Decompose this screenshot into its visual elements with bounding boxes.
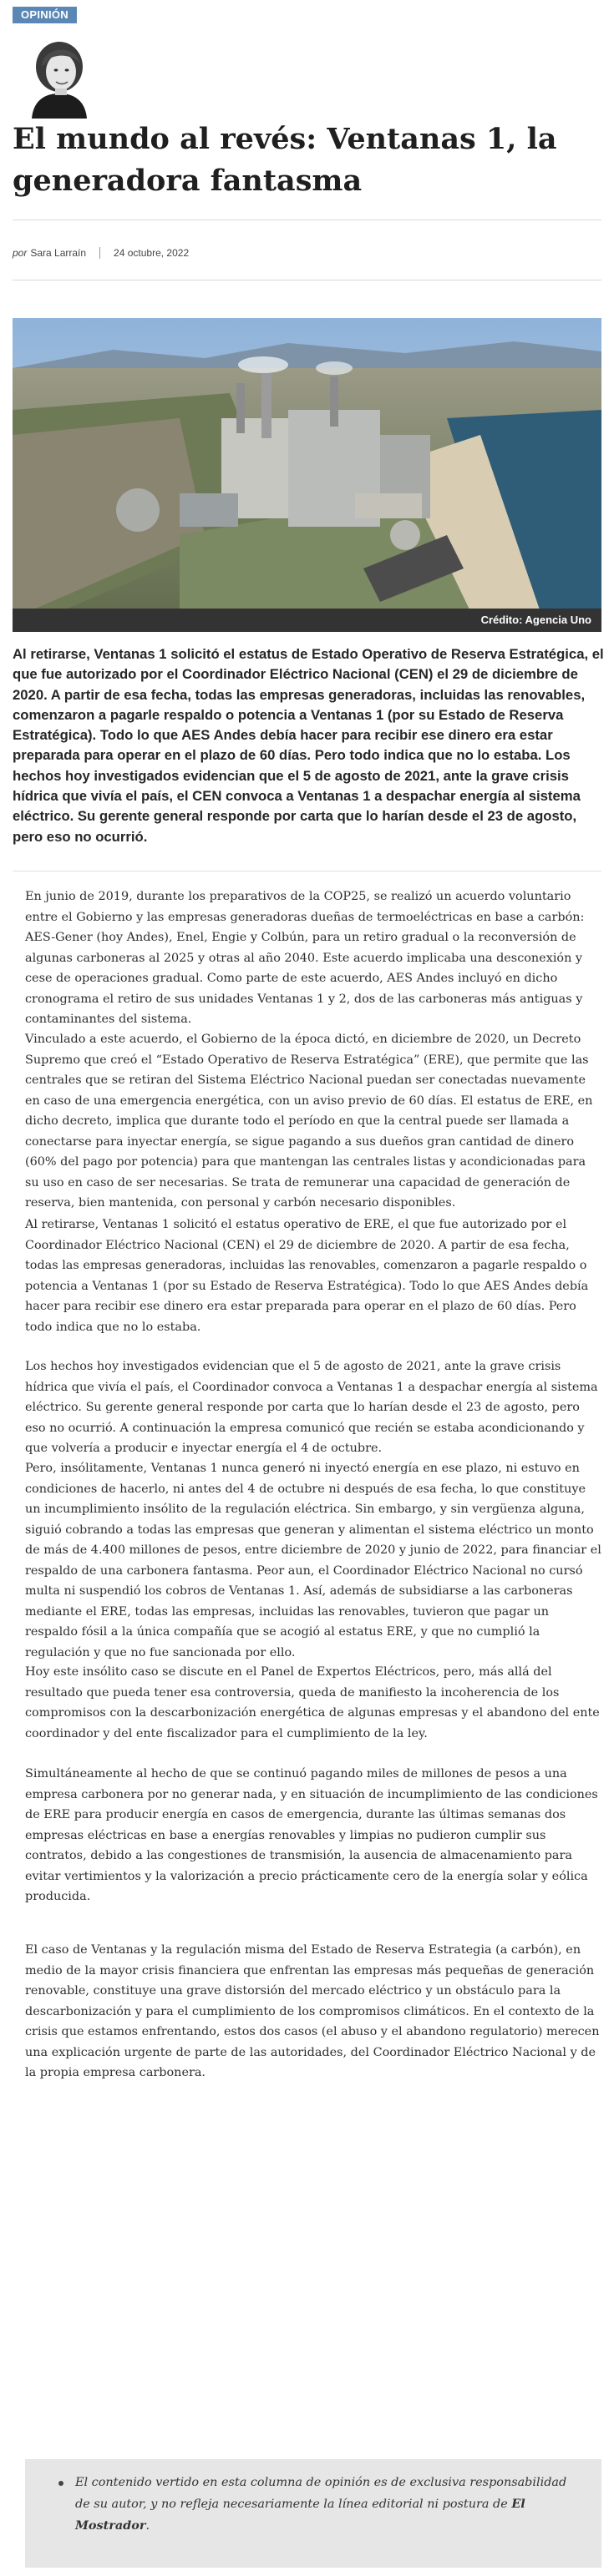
disclaimer-outlet-link[interactable]: El Mostrador [75,2497,525,2533]
section-badge[interactable]: OPINIÓN [13,7,77,23]
hero-image[interactable] [13,318,601,632]
body-paragraph-7: Simultáneamente al hecho de que se continuó pagando miles de millones de pesos a una empresa carbonera por no generar nada, y en situación de incumplimiento de las condiciones de ERE para producir energía en casos de emergencia, durante las últimas semanas dos empresas eléctricas en base a energías renovables y limpias no pudieron cumplir sus contratos, debido a las congestiones de transmisión, la ausencia de almacenamiento para evitar vertimientos y la valorización a precio prácticamente cero de la energía solar y eólica producida. [25,1767,598,1903]
article-lead: Al retirarse, Ventanas 1 solicitó el estatus de Estado Operativo de Reserva Estratégica, el que fue autorizado por el Coordinador Eléctrico Nacional (CEN) el 29 de diciembre de 2020. A partir de esa fecha, todas las empresas generadoras, incluidas las renovables, comenzaron a pagarle respaldo o potencia a Ventanas 1 (por su Estado de Reserva Estratégica). Todo lo que AES Andes debía hacer para recibir ese dinero era estar preparada para operar en el plazo de 60 días. Pero todo indica que no lo estaba. Los hechos hoy investigados evidencian que el 5 de agosto de 2021, ante la grave crisis hídrica que vivía el país, el CEN convoca a Ventanas 1 a despachar energía al sistema eléctrico. Su gerente general responde por carta que lo harían desde el 23 de agosto, pero eso no ocurrió. [13,646,604,845]
disclaimer-body: El contenido vertido en esta columna de opinión es de exclusiva responsabilidad de su autor, y no refleja necesariamente la línea editorial ni postura de [75,2476,567,2511]
disclaimer-text [75,2472,581,2537]
article-title: El mundo al revés: Ventanas 1, la generadora fantasma [13,122,557,198]
body-paragraph-6: Hoy este insólito caso se discute en el Panel de Expertos Eléctricos, pero, más allá del resultado que pueda tener esa controversia, queda de manifiesto la incoherencia de los compromisos con la descarbonización energética de algunas empresas y el abandono del ente coordinador y del ente fiscalizador para el cumplimiento de la ley. [25,1665,600,1740]
byline-prefix: por [13,247,28,259]
opinion-disclaimer [25,2459,601,2568]
body-paragraph-8: El caso de Ventanas y la regulación misma del Estado de Reserva Estrategia (a carbón), en medio de la mayor crisis financiera que enfrentan las empresas más pequeñas de generación renovable, constituye una grave distorsión del mercado eléctrico y un obstáculo para la descarbonización y para el cumplimiento de los compromisos climáticos. En el contexto de la crisis que estamos enfrentando, estos dos casos (el abuso y el abandono regulatorio) merecen una explicación urgente de parte de las autoridades, del Coordinador Eléctrico Nacional y de la propia empresa carbonera. [25,1943,600,2079]
disclaimer-end: . [145,2519,150,2533]
author-avatar[interactable] [25,33,94,119]
photo-credit: Crédito: Agencia Uno [13,609,601,632]
body-paragraph-1: En junio de 2019, durante los preparativos de la COP25, se realizó un acuerdo voluntario entre el Gobierno y las empresas generadoras dueñas de termoeléctricas en base a carbón: AES-Gener (hoy Andes), Enel, Engie y Colbún, para un retiro gradual o la reconversión de algunas carboneras al 2025 y otras al año 2040. Este acuerdo implicaba una desconexión y cese de operaciones gradual. Como parte de este acuerdo, AES Andes incluyó en dicho cronograma el retiro de sus unidades Ventanas 1 y 2, dos de las carboneras más antiguas y contaminantes del sistema. [25,890,585,1026]
bullet-dot [58,2481,63,2486]
publish-date: 24 octubre, 2022 [114,247,190,259]
body-paragraph-4: Los hechos hoy investigados evidencian que el 5 de agosto de 2021, ante la grave crisis hídrica que vivía el país, el Coordinador convoca a Ventanas 1 a despachar energía al sistema eléctrico. Su gerente general responde por carta que lo harían desde el 23 de agosto, pero eso no ocurrió. A continuación la empresa comunicó que recién se estaba acondicionando y que volvería a producir e inyectar energía el 4 de octubre. [25,1360,598,1455]
body-paragraph-3: Al retirarse, Ventanas 1 solicitó el estatus operativo de ERE, el que fue autorizado por el Coordinador Eléctrico Nacional (CEN) el 29 de diciembre de 2020. A partir de esa fecha, todas las empresas generadoras, incluidas las renovables, comenzaron a pagarle respaldo o potencia a Ventanas 1 (por su Estado de Reserva Estratégica). Todo lo que AES Andes debía hacer para recibir ese dinero era estar preparada para operar en el plazo de 60 días. Pero todo indica que no lo estaba. [25,1218,589,1334]
body-paragraph-5: Pero, insólitamente, Ventanas 1 nunca generó ni inyectó energía en ese plazo, ni estuvo en condiciones de hacerlo, ni antes del 4 de octubre ni después de esa fecha, lo que constituye un incumplimiento insólito de la regulación eléctrica. Sin embargo, y sin vergüenza alguna, siguió cobrando a todas las empresas que generan y alimentan el sistema eléctrico un monto de más de 4.400 millones de pesos, entre diciembre de 2020 y junio de 2022, para financiar el respaldo de una carbonera fantasma. Peor aun, el Coordinador Eléctrico Nacional no cursó multa ni suspendió los cobros de Ventanas 1. Así, además de subsidiarse a las carboneras mediante el ERE, todas las empresas, incluidas las renovables, tuvieron que pagar un respaldo fósil a la única compañía que se acogió al estatus ERE, y que no cumplió la regulación y que no fue sancionada por ello. [25,1462,601,1659]
body-paragraph-2: Vinculado a este acuerdo, el Gobierno de la época dictó, en diciembre de 2020, un Decreto Supremo que creó el “Estado Operativo de Reserva Estratégica” (ERE), que permite que las centrales que se retiran del Sistema Eléctrico Nacional puedan ser conectadas nuevamente en caso de una emergencia energética, con un aviso previo de 60 días. El estatus de ERE, en dicho decreto, implica que durante todo el período en que la central puede ser llamada a conectarse para inyectar energía, se sigue pagando a sus dueños gran cantidad de dinero (60% del pago por potencia) para que mantengan las centrales listas y acondicionadas para su uso en caso de ser necesarias. Se trata de remunerar una capacidad de generación de reserva, bien mantenida, con personal y carbón necesario disponibles. [25,1033,593,1210]
power-plant-photo [13,318,601,632]
byline [13,247,189,259]
author-link[interactable]: Sara Larraín [30,247,87,259]
byline-separator [99,247,100,259]
